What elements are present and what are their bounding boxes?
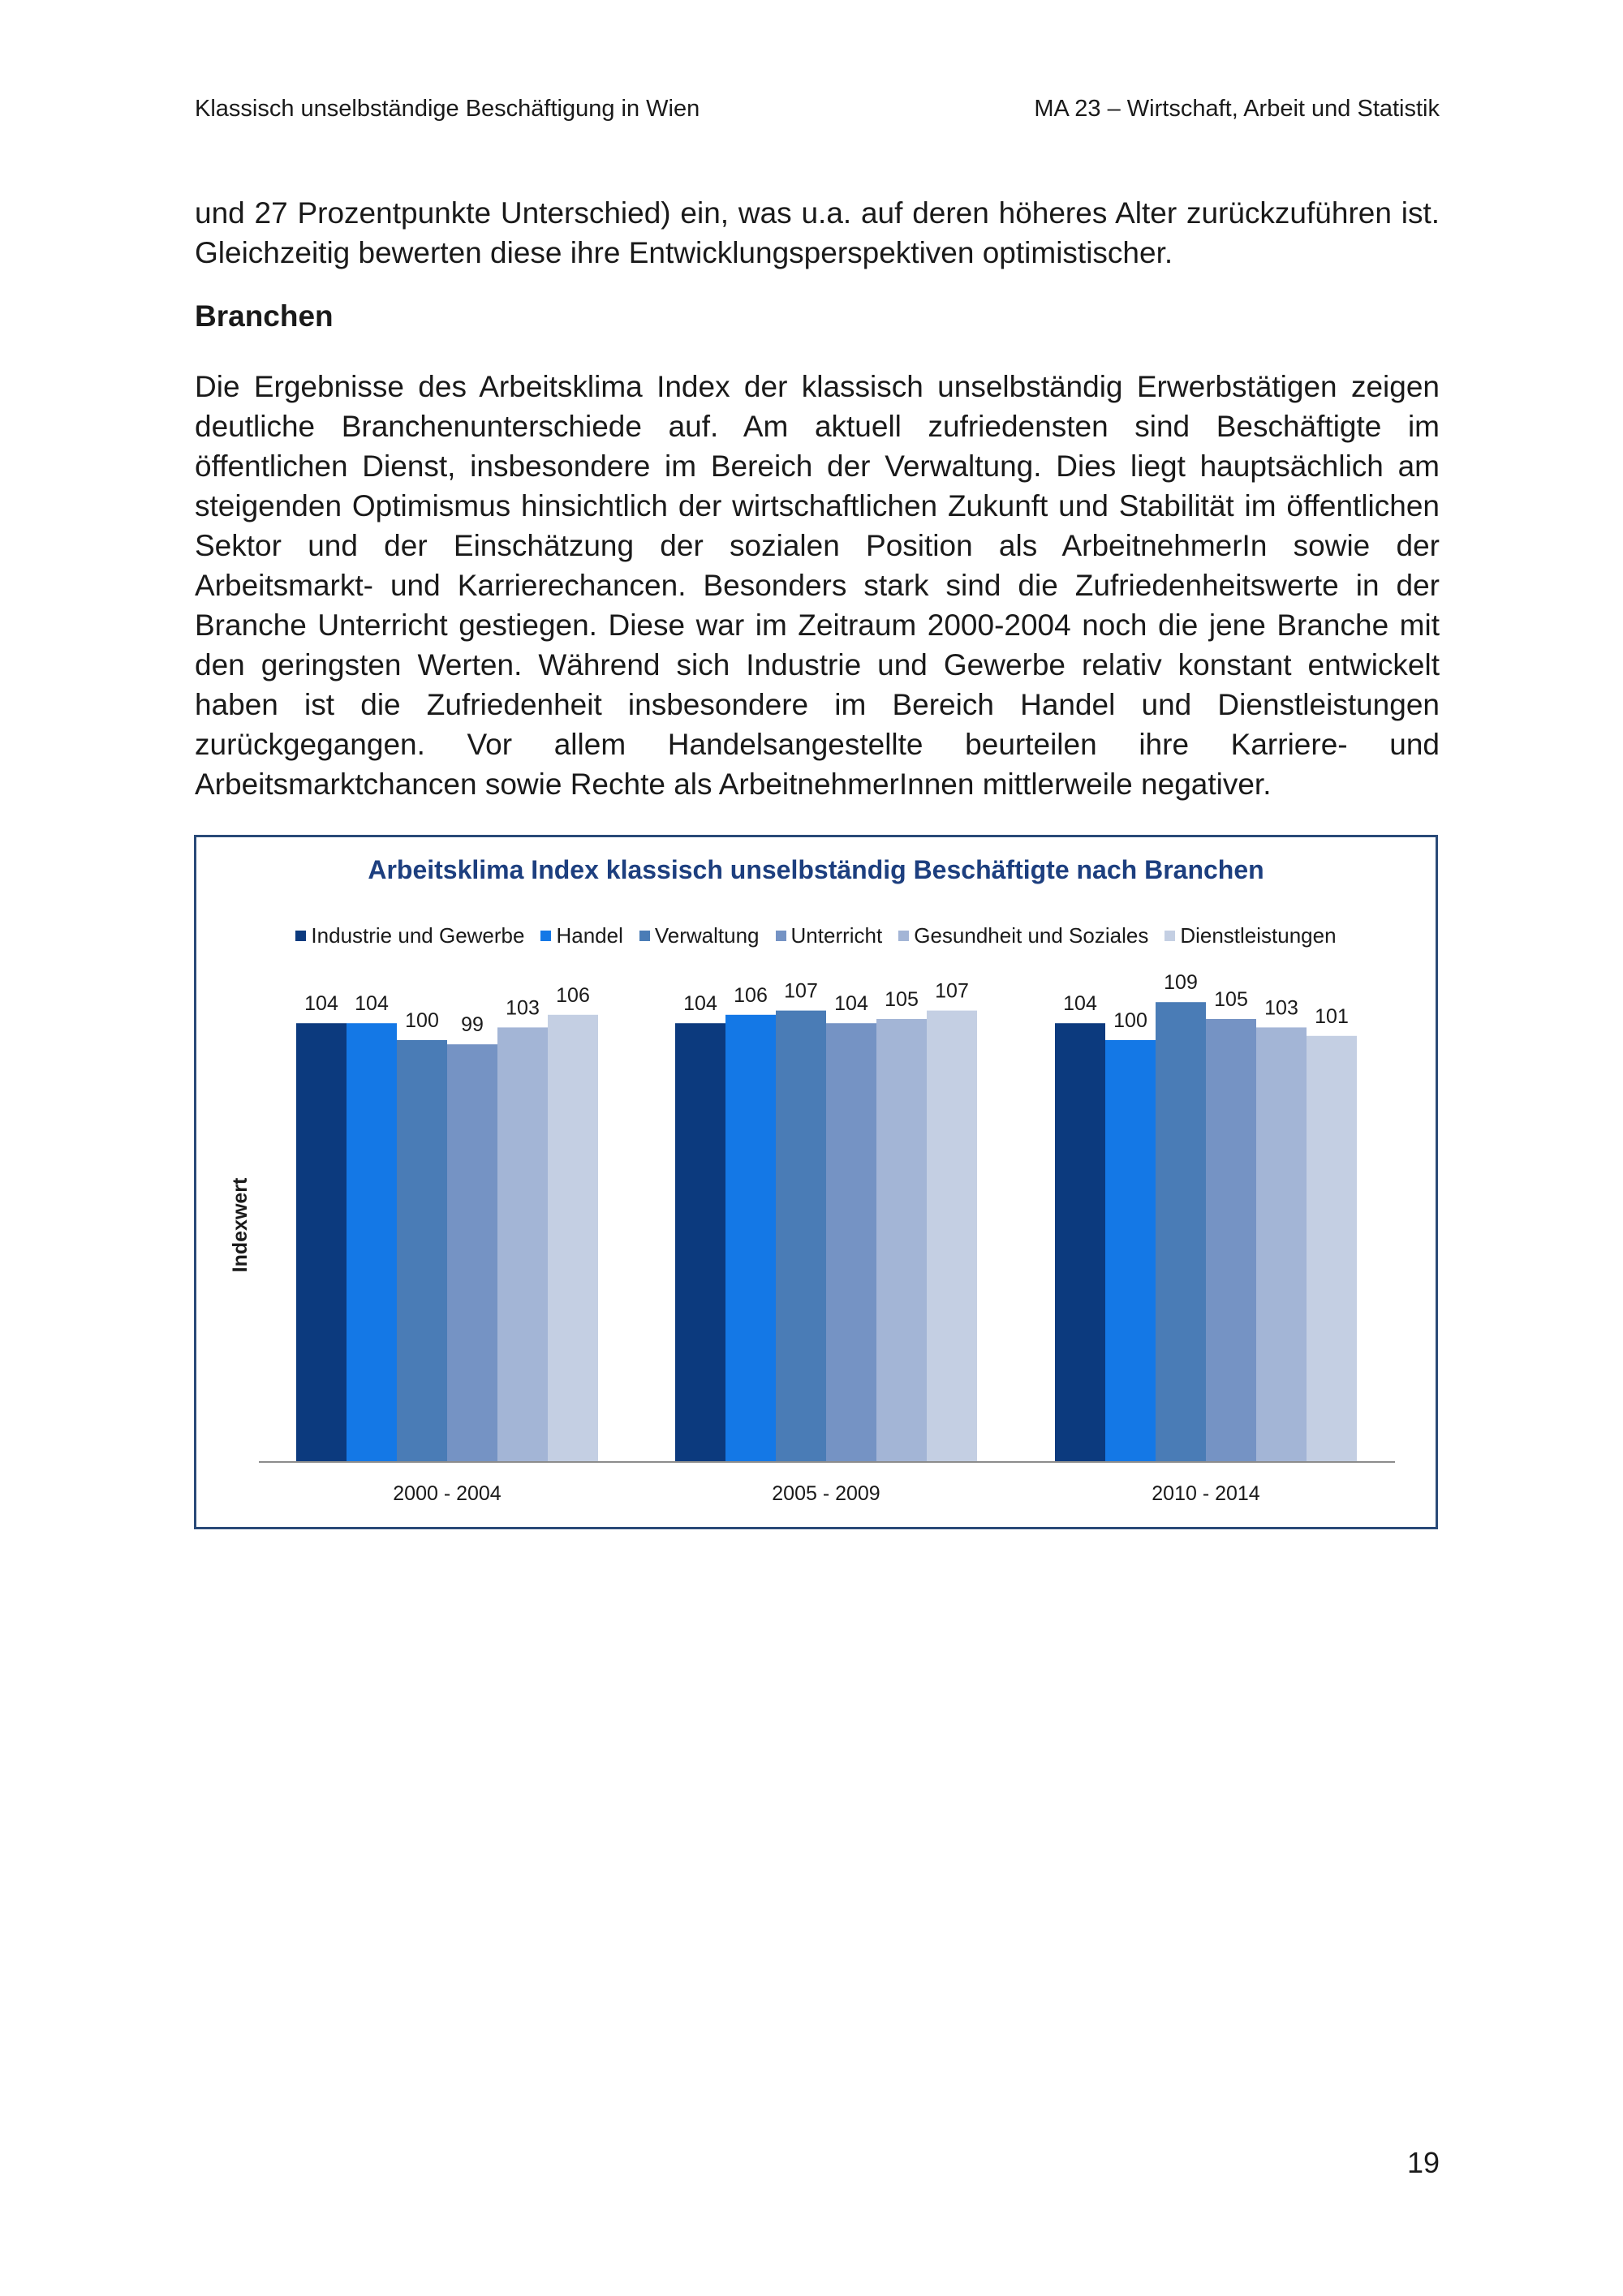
section-title: Branchen [195, 299, 334, 333]
legend-label: Dienstleistungen [1180, 923, 1337, 948]
y-axis-label: Indexwert [229, 1177, 252, 1273]
page-number: 19 [1406, 2146, 1440, 2179]
bar [1307, 1036, 1357, 1462]
bar [725, 1015, 776, 1462]
header-department: MA 23 – Wirtschaft, Arbeit und Statistik [1034, 96, 1440, 122]
legend-label: Industrie und Gewerbe [311, 923, 525, 948]
bar [397, 1040, 447, 1462]
bar-value-label: 104 [834, 992, 868, 1016]
paragraph-intro: und 27 Prozentpunkte Unterschied) ein, was u.a. auf deren höheres Alter zurückzuführen ist. Gleichzeitig bewerten diese ihre Entwicklungsperspektiven optimistischer. [195, 196, 1440, 269]
bar [447, 1044, 497, 1462]
legend-label: Gesundheit und Soziales [914, 923, 1149, 948]
bar-value-label: 103 [506, 996, 540, 1020]
bar-value-label: 104 [304, 992, 338, 1016]
header-document-title: Klassisch unselbständige Beschäftigung in Wien [195, 96, 700, 122]
bar [776, 1011, 826, 1462]
bar-value-label: 105 [1214, 988, 1248, 1011]
bar-value-label: 100 [405, 1009, 439, 1032]
bar [347, 1023, 397, 1462]
x-tick-label: 2000 - 2004 [393, 1482, 502, 1505]
bar-value-label: 106 [556, 983, 590, 1007]
bar [296, 1023, 347, 1462]
bar-value-label: 107 [784, 979, 818, 1003]
bar-value-label: 105 [885, 988, 919, 1011]
chart-container [194, 835, 1438, 1529]
bar-value-label: 106 [734, 983, 768, 1007]
bar [876, 1019, 927, 1462]
bar [927, 1011, 977, 1462]
paragraph-branchen: Die Ergebnisse des Arbeitsklima Index der klassisch unselbständig Erwerbstätigen zeigen deutliche Branchenunterschiede auf. Am aktuell zufriedensten sind Beschäftigte im öffentlichen Dienst, insbesondere im Bereich der Verwaltung. Dies liegt hauptsächlich am steigenden Optimismus hinsichtlich der wirtschaftlichen Zukunft und Stabilität im öffentlichen Sektor und der Einschätzung der sozialen Position als ArbeitnehmerIn sowie der Arbeitsmarkt- und Karrierechancen. Besonders stark sind die Zufriedenheitswerte in der Branche Unterricht gestiegen. Diese war im Zeitraum 2000-2004 noch die jene Branche mit den geringsten Werten. Während sich Industrie und Gewerbe relativ konstant entwickelt haben ist die Zufriedenheit insbesondere im Bereich Handel und Dienstleistungen zurückgegangen. Vor allem Handelsangestellte beurteilen ihre Karriere- und Arbeitsmarktchancen sowie Rechte als ArbeitnehmerInnen mittlerweile negativer. [195, 370, 1440, 801]
bar [1206, 1019, 1256, 1462]
bar [826, 1023, 876, 1462]
x-tick-label: 2005 - 2009 [772, 1482, 880, 1505]
bar [675, 1023, 725, 1462]
bar-value-label: 107 [935, 979, 969, 1003]
bar-value-label: 100 [1113, 1009, 1147, 1032]
bar [1256, 1027, 1307, 1462]
bar [1055, 1023, 1105, 1462]
legend-label: Unterricht [790, 923, 883, 948]
bar-value-label: 104 [1063, 992, 1097, 1016]
bar-value-label: 99 [461, 1013, 484, 1037]
bar-value-label: 109 [1164, 971, 1198, 995]
bar-value-label: 104 [683, 992, 717, 1016]
chart-title: Arbeitsklima Index klassisch unselbständig Beschäftigte nach Branchen [368, 855, 1264, 884]
x-tick-label: 2010 - 2014 [1152, 1482, 1260, 1505]
bar-chart [196, 837, 1436, 1527]
bar [497, 1027, 548, 1462]
bar [1156, 1002, 1206, 1462]
bar [1105, 1040, 1156, 1462]
bar-value-label: 101 [1315, 1004, 1349, 1028]
legend-label: Handel [556, 923, 623, 948]
bar [548, 1015, 598, 1462]
bar-value-label: 103 [1264, 996, 1298, 1020]
bar-value-label: 104 [355, 992, 389, 1016]
legend-label: Verwaltung [654, 923, 760, 948]
